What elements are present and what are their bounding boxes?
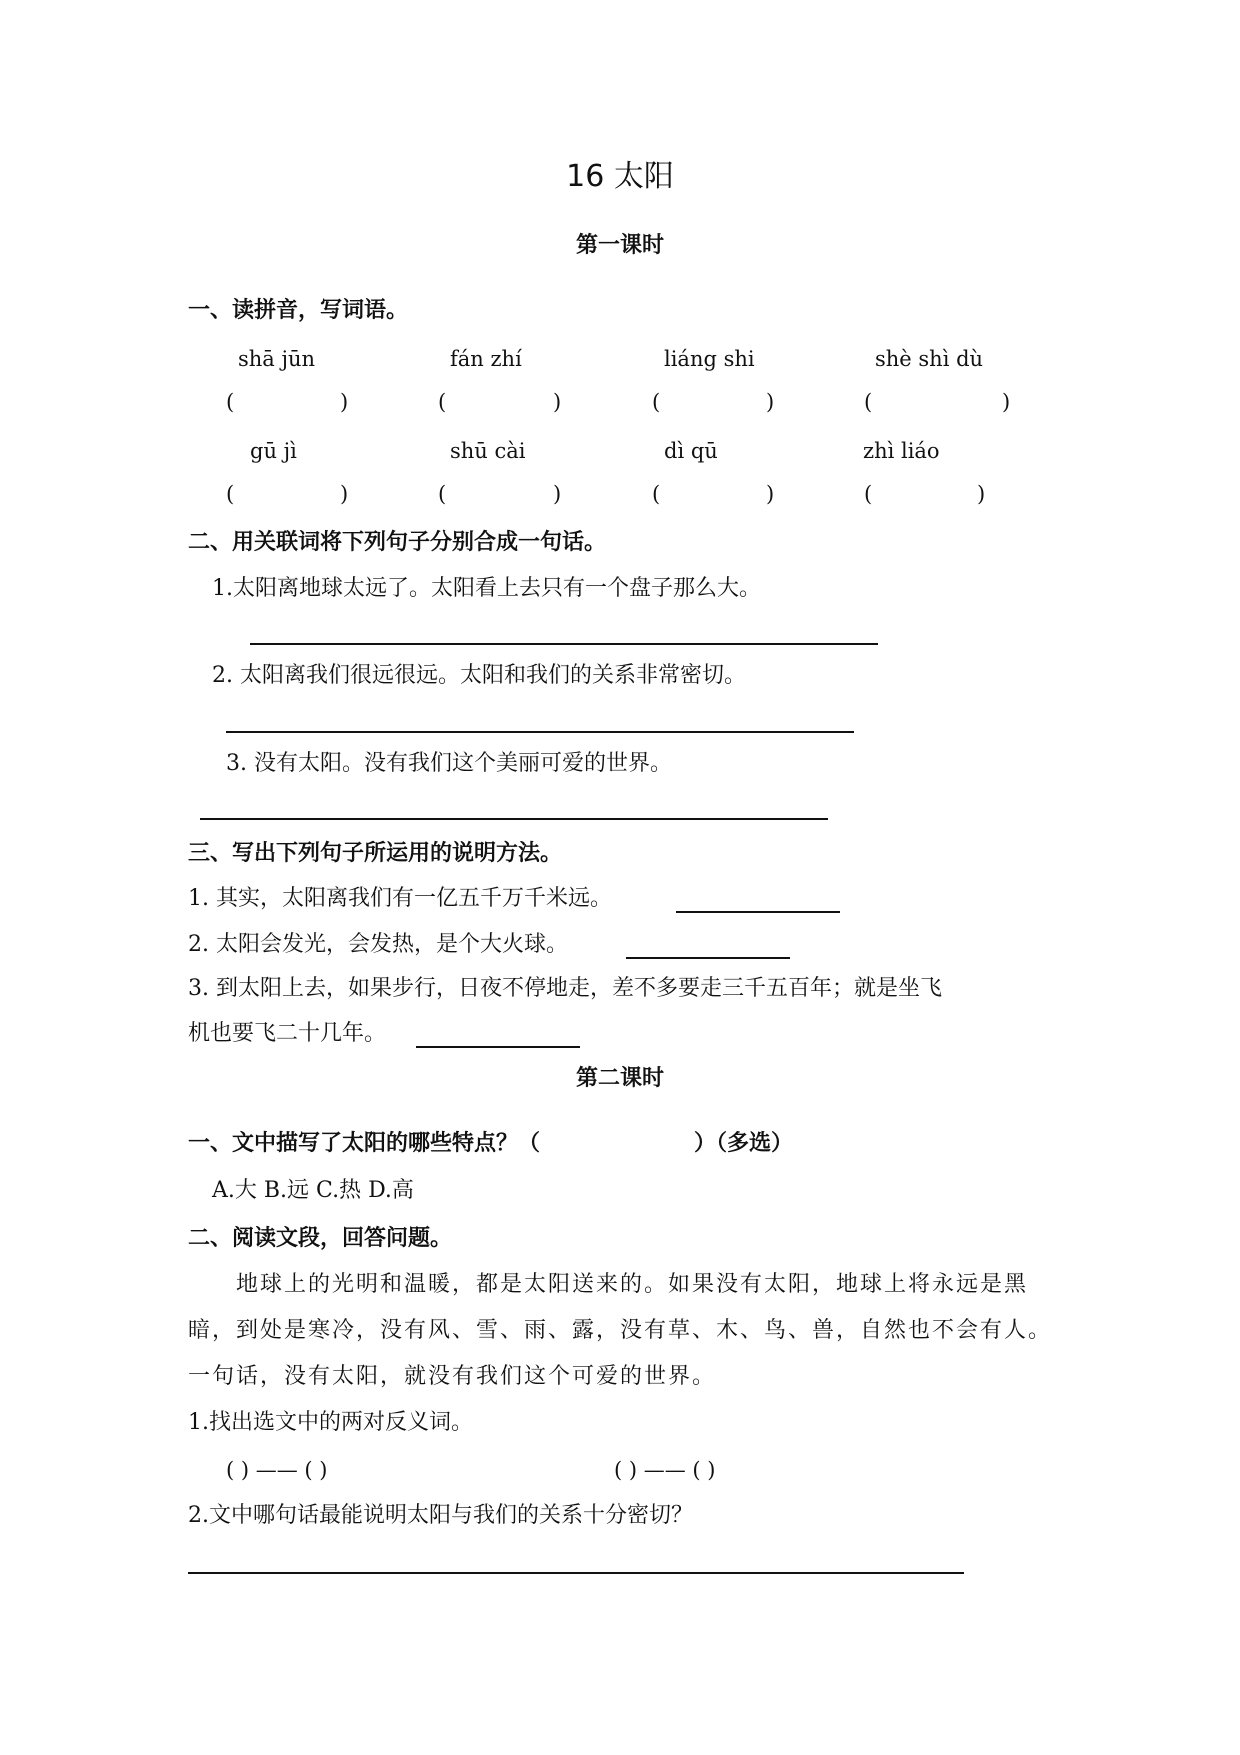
method-item-2: 2. 太阳会发光，会发热，是个大火球。 [188, 932, 568, 957]
open-paren: ( [864, 390, 873, 414]
close-paren: ) [977, 482, 986, 506]
method-answer-line-3[interactable] [416, 1046, 580, 1048]
antonym-pair-1[interactable]: ( ) —— ( ) [226, 1458, 328, 1482]
open-paren: ( [652, 390, 661, 414]
lesson2-section-2-heading: 二、阅读文段，回答问题。 [188, 1226, 453, 1251]
open-paren: ( [226, 390, 235, 414]
page-title: 16 太阳 [566, 159, 674, 194]
combine-item-1: 1.太阳离地球太远了。太阳看上去只有一个盘子那么大。 [212, 576, 761, 601]
passage-line-2: 暗，到处是寒冷，没有风、雪、雨、露，没有草、木、鸟、兽，自然也不会有人。 [188, 1318, 1053, 1343]
close-paren: ) [766, 482, 775, 506]
lesson2-section-1-prefix: 一、文中描写了太阳的哪些特点？（ [188, 1131, 541, 1156]
method-item-3-cont: 机也要飞二十几年。 [188, 1021, 387, 1046]
pinyin-shucai: shū cài [450, 439, 526, 463]
open-paren: ( [864, 482, 873, 506]
combine-item-3: 3. 没有太阳。没有我们这个美丽可爱的世界。 [226, 751, 672, 776]
method-item-1: 1. 其实，太阳离我们有一亿五千万千米远。 [188, 886, 612, 911]
answer-line-3[interactable] [200, 818, 828, 820]
method-answer-line-1[interactable] [676, 911, 840, 913]
pinyin-diqu: dì qū [664, 439, 718, 463]
pinyin-liangshi: liáng shi [664, 347, 755, 371]
passage-line-3: 一句话，没有太阳，就没有我们这个可爱的世界。 [188, 1364, 717, 1389]
close-paren: ) [553, 482, 562, 506]
antonym-pair-2[interactable]: ( ) —— ( ) [614, 1458, 716, 1482]
close-paren: ) [340, 390, 349, 414]
open-paren: ( [652, 482, 661, 506]
lesson-2-label: 第二课时 [575, 1066, 664, 1091]
open-paren: ( [438, 390, 447, 414]
close-paren: ) [1002, 390, 1011, 414]
lesson2-section-1-suffix: ）（多选） [694, 1131, 794, 1156]
section-3-heading: 三、写出下列句子所运用的说明方法。 [188, 841, 563, 866]
question-2-answer-line[interactable] [188, 1572, 964, 1574]
pinyin-sheshidu: shè shì dù [875, 347, 984, 371]
pinyin-fanzhi: fán zhí [450, 347, 522, 371]
pinyin-zhiliao: zhì liáo [863, 439, 940, 463]
close-paren: ) [766, 390, 775, 414]
section-2-heading: 二、用关联词将下列句子分别合成一句话。 [188, 530, 607, 555]
close-paren: ) [340, 482, 349, 506]
multiple-choice-options: A.大 B.远 C.热 D.高 [212, 1178, 414, 1203]
combine-item-2: 2. 太阳离我们很远很远。太阳和我们的关系非常密切。 [212, 663, 746, 688]
passage-line-1: 地球上的光明和温暖，都是太阳送来的。如果没有太阳，地球上将永远是黑 [236, 1272, 1029, 1297]
open-paren: ( [438, 482, 447, 506]
section-1-heading: 一、读拼音，写词语。 [188, 298, 409, 323]
answer-line-2[interactable] [226, 731, 854, 733]
pinyin-shajun: shā jūn [238, 347, 316, 371]
method-answer-line-2[interactable] [626, 957, 790, 959]
lesson-1-label: 第一课时 [575, 233, 664, 258]
question-2: 2.文中哪句话最能说明太阳与我们的关系十分密切？ [188, 1503, 693, 1528]
answer-line-1[interactable] [250, 643, 878, 645]
pinyin-guji: gū jì [250, 439, 297, 463]
method-item-3: 3. 到太阳上去，如果步行，日夜不停地走，差不多要走三千五百年；就是坐飞 [188, 976, 942, 1001]
open-paren: ( [226, 482, 235, 506]
question-1: 1.找出选文中的两对反义词。 [188, 1410, 473, 1435]
close-paren: ) [553, 390, 562, 414]
